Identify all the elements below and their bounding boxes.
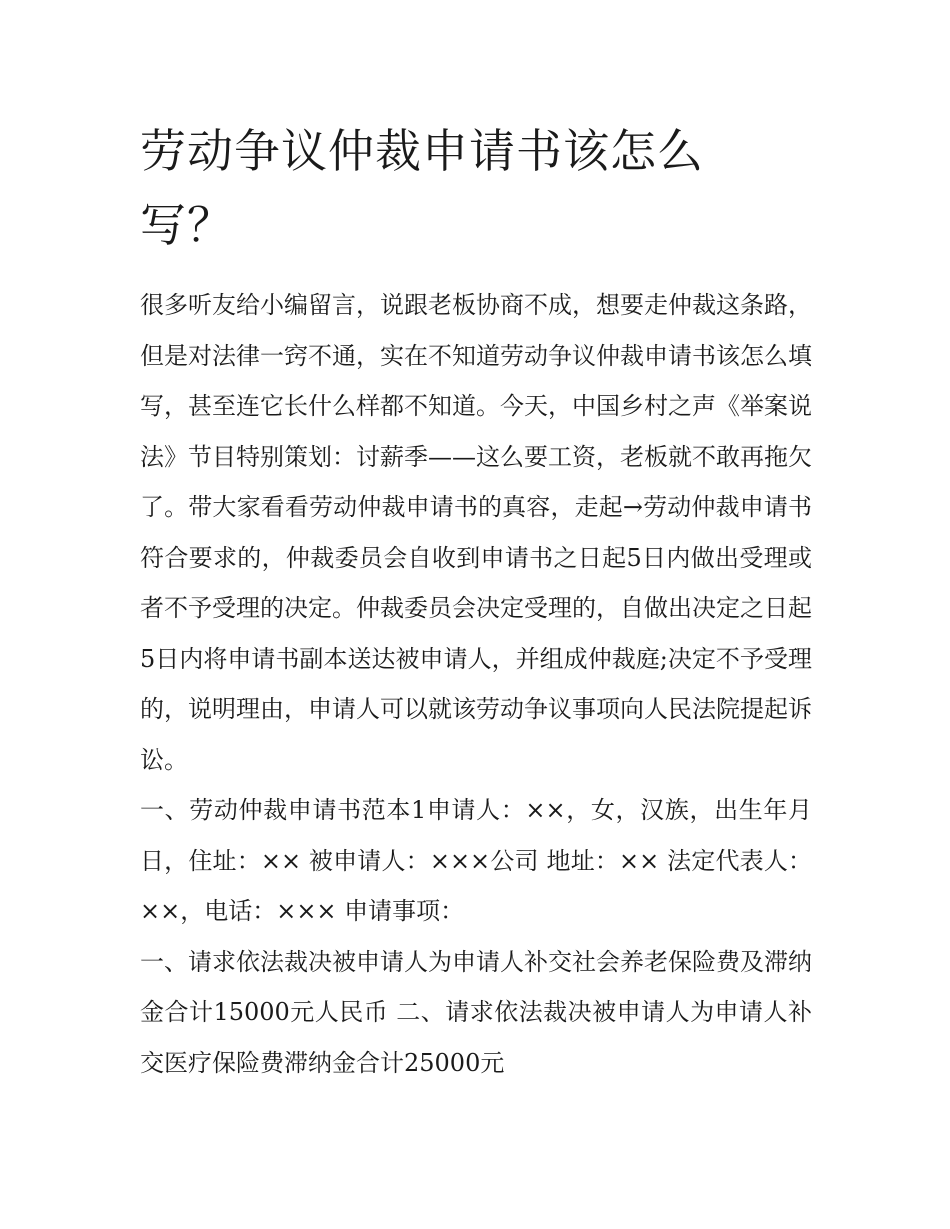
paragraph-template-parties: 一、劳动仲裁申请书范本1申请人：××，女，汉族，出生年月日，住址：×× 被申请人：×××公司 地址：×× 法定代表人：××，电话：××× 申请事项： <box>140 796 812 925</box>
paragraph-claims: 一、请求依法裁决被申请人为申请人补交社会养老保险费及滞纳金合计15000元人民币 二、请求依法裁决被申请人为申请人补交医疗保险费滞纳金合计25000元 <box>140 947 812 1077</box>
paragraph-intro: 很多听友给小编留言，说跟老板协商不成，想要走仲裁这条路，但是对法律一窍不通，实在不知道劳动争议仲裁申请书该怎么填写，甚至连它长什么样都不知道。今天，中国乡村之声《举案说法》节目特别策划：讨薪季——这么要工资，老板就不敢再拖欠了。带大家看看劳动仲裁申请书的真容，走起→劳动仲裁申请书符合要求的，仲裁委员会自收到申请书之日起5日内做出受理或者不予受理的决定。仲裁委员会决定受理的，自做出决定之日起5日内将申请书副本送达被申请人，并组成仲裁庭;决定不予受理的，说明理由，申请人可以就该劳动争议事项向人民法院提起诉讼。 <box>140 291 812 774</box>
document-body <box>140 280 812 1088</box>
document-title: 劳动争议仲裁申请书该怎么写？ <box>140 124 704 252</box>
